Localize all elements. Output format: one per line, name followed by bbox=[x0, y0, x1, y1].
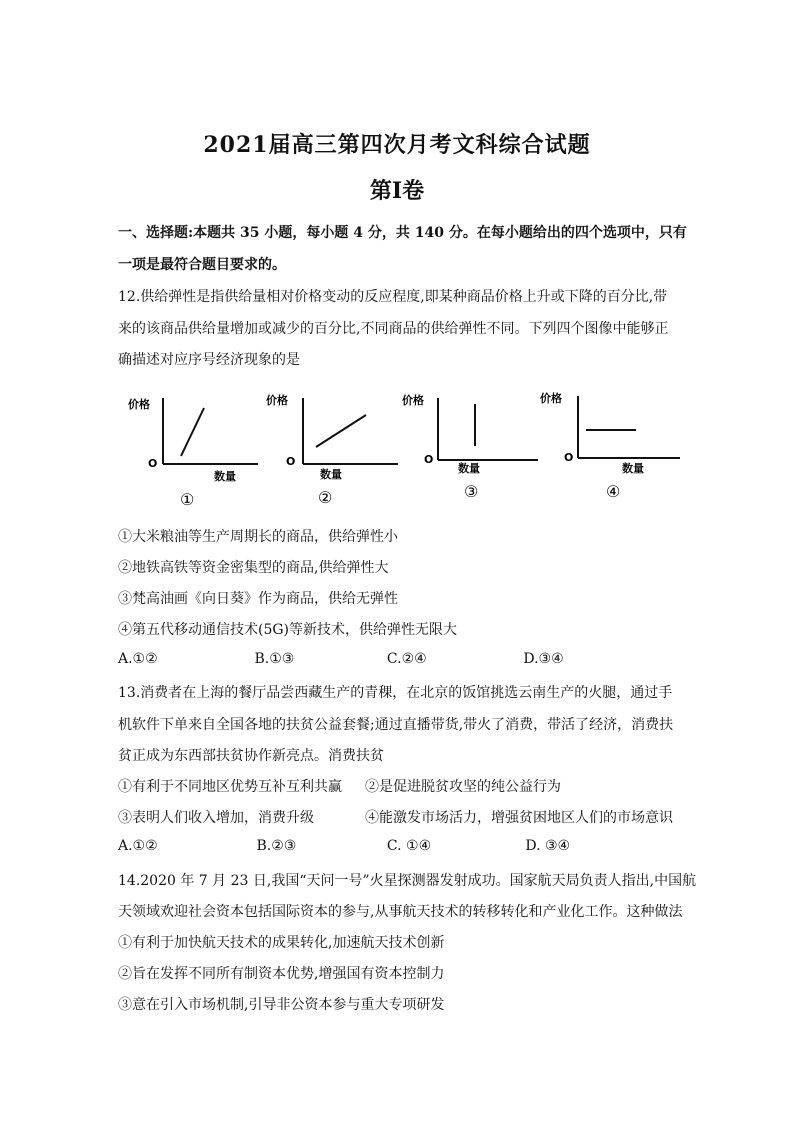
q14-stem-line1: 14.2020 年 7 月 23 日,我国“天问一号”火星探测器发射成功。国家航天局负责人指出,中国航 bbox=[118, 873, 697, 889]
q12-option-b[interactable]: B.①③ bbox=[254, 651, 295, 667]
part-heading: 第Ⅰ卷 bbox=[369, 178, 425, 204]
graph-1-x-label: 数量 bbox=[214, 470, 236, 483]
q14-stem-line2: 天领域欢迎社会资本包括国际资本的参与,从事航天技术的转移转化和产业化工作。这种做法 bbox=[118, 904, 683, 920]
q13-item-3: ③表明人们收入增加，消费升级 bbox=[118, 810, 314, 826]
graph-2-supply-curve bbox=[316, 415, 366, 447]
q14-item-2: ②旨在发挥不同所有制资本优势,增强国有资本控制力 bbox=[118, 966, 445, 982]
q12-stem-line1: 12.供给弹性是指供给量相对价格变动的反应程度,即某种商品价格上升或下降的百分比,带 bbox=[118, 289, 668, 305]
graph-2-y-label: 价格 bbox=[266, 394, 288, 407]
q12-item-1: ①大米粮油等生产周期长的商品，供给弹性小 bbox=[118, 529, 398, 545]
graph-4 bbox=[540, 390, 690, 510]
q12-options bbox=[118, 651, 564, 667]
graph-2 bbox=[258, 390, 408, 510]
q14-item-1: ①有利于加快航天技术的成果转化,加速航天技术创新 bbox=[118, 935, 445, 951]
q13-item-2: ②是促进脱贫攻坚的纯公益行为 bbox=[365, 779, 561, 795]
q13-item-4: ④能激发市场活力，增强贫困地区人们的市场意识 bbox=[365, 810, 673, 826]
graph-4-number: ④ bbox=[606, 482, 621, 501]
q13-options bbox=[118, 838, 570, 854]
q12-option-a[interactable]: A.①② bbox=[118, 651, 158, 667]
graph-3-x-label: 数量 bbox=[458, 462, 480, 475]
graph-1-supply-curve bbox=[181, 408, 204, 456]
q13-option-a[interactable]: A.①② bbox=[118, 838, 158, 854]
graph-1 bbox=[118, 390, 268, 510]
q12-item-2: ②地铁高铁等资金密集型的商品,供给弹性大 bbox=[118, 560, 389, 576]
section-instructions-line2: 一项是最符合题目要求的。 bbox=[118, 257, 286, 273]
q13-item-1: ①有利于不同地区优势互补互利共赢 bbox=[118, 779, 342, 795]
graph-1-origin: O bbox=[148, 457, 158, 470]
q12-option-d[interactable]: D.③④ bbox=[523, 651, 564, 667]
q13-option-b[interactable]: B.②③ bbox=[256, 838, 297, 854]
section-instructions-line1: 一、选择题:本题共 35 小题，每小题 4 分，共 140 分。在每小题给出的四个选项中，只有 bbox=[118, 225, 687, 241]
graph-2-x-label: 数量 bbox=[320, 468, 342, 481]
graph-2-origin: O bbox=[286, 455, 296, 468]
q12-item-3: ③梵高油画《向日葵》作为商品，供给无弹性 bbox=[118, 591, 398, 607]
q13-option-d[interactable]: D. ③④ bbox=[525, 838, 571, 854]
graph-1-number: ① bbox=[180, 490, 195, 509]
graph-4-origin: O bbox=[564, 451, 574, 464]
q12-option-c[interactable]: C.②④ bbox=[386, 651, 427, 667]
q12-item-4: ④第五代移动通信技术(5G)等新技术，供给弹性无限大 bbox=[118, 622, 458, 638]
graph-2-number: ② bbox=[318, 488, 333, 507]
graph-3 bbox=[398, 390, 548, 510]
q14-item-3: ③意在引入市场机制,引导非公资本参与重大专项研发 bbox=[118, 997, 445, 1013]
graph-1-y-label: 价格 bbox=[128, 398, 150, 411]
q13-stem-line3: 贫正成为东西部扶贫协作新亮点。消费扶贫 bbox=[118, 748, 384, 764]
exam-title: 2021届高三第四次月考文科综合试题 bbox=[203, 132, 591, 158]
graph-4-x-label: 数量 bbox=[622, 462, 644, 475]
graph-3-number: ③ bbox=[464, 482, 479, 501]
q12-stem-line2: 来的该商品供给量增加或减少的百分比,不同商品的供给弹性不同。下列四个图像中能够正 bbox=[118, 321, 669, 337]
graph-3-origin: O bbox=[424, 453, 434, 466]
q13-stem-line1: 13.消费者在上海的餐厅品尝西藏生产的青稞，在北京的饭馆挑选云南生产的火腿，通过手 bbox=[118, 685, 673, 701]
graph-3-y-label: 价格 bbox=[402, 394, 424, 407]
q13-stem-line2: 机软件下单来自全国各地的扶贫公益套餐;通过直播带货,带火了消费，带活了经济，消费扶 bbox=[118, 717, 674, 733]
q12-stem-line3: 确描述对应序号经济现象的是 bbox=[118, 352, 300, 368]
q13-option-c[interactable]: C. ①④ bbox=[386, 838, 432, 854]
graph-4-y-label: 价格 bbox=[540, 392, 562, 405]
